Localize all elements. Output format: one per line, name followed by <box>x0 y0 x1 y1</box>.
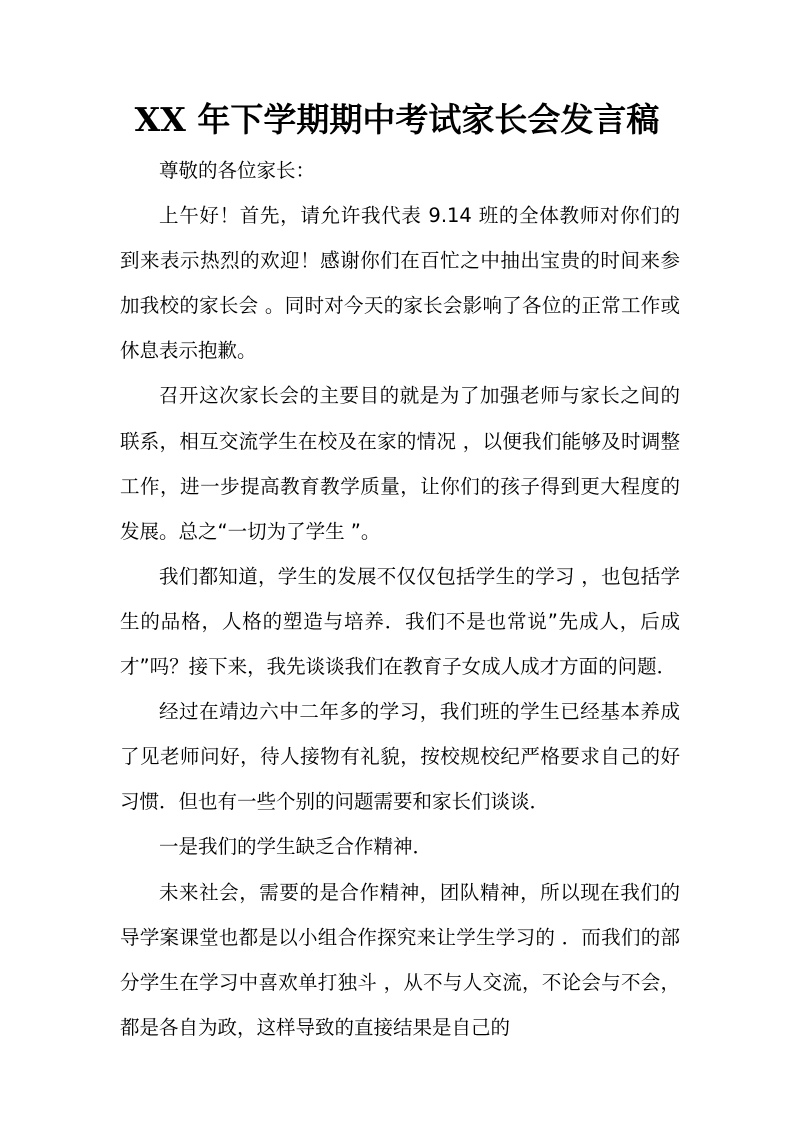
document-title: XX 年下学期期中考试家长会发言稿 <box>134 100 660 139</box>
salutation: 尊敬的各位家长： <box>159 159 316 182</box>
paragraph-purpose: 召开这次家长会的主要目的就是为了加强老师与家长之间的联系，相互交流学生在校及在家的情况 ，以便我们能够及时调整工作，进一步提高教育教学质量，让你们的孩子得到更大程度的发展。总之“一切为了学生 ”。 <box>120 384 680 543</box>
paragraph-greeting: 上午好！首先，请允许我代表 9.14 班的全体教师对你们的到来表示热烈的欢迎！感谢你们在百忙之中抽出宝贵的时间来参加我校的家长会 。同时对今天的家长会影响了各位的正常工作或休息表示抱歉。 <box>120 204 680 363</box>
document-body <box>120 148 680 1050</box>
paragraph-development: 我们都知道，学生的发展不仅仅包括学生的学习 ，也包括学生的品格，人格的塑造与培养．我们不是也常说”先成人，后成才”吗？接下来，我先谈谈我们在教育子女成人成才方面的问题． <box>120 564 680 679</box>
paragraph-point-one: 一是我们的学生缺乏合作精神． <box>159 835 433 859</box>
paragraph-cooperation: 未来社会，需要的是合作精神，团队精神，所以现在我们的导学案课堂也都是以小组合作探究来让学生学习的 ．而我们的部分学生在学习中喜欢单打独斗 ，从不与人交流，不论会与不会，都是各自为政，这样导致的直接结果是自己的 <box>120 880 680 1039</box>
paragraph-habits: 经过在靖边六中二年多的学习，我们班的学生已经基本养成了见老师问好，待人接物有礼貌，按校规校纪严格要求自己的好习惯．但也有一些个别的问题需要和家长们谈谈． <box>120 700 680 814</box>
